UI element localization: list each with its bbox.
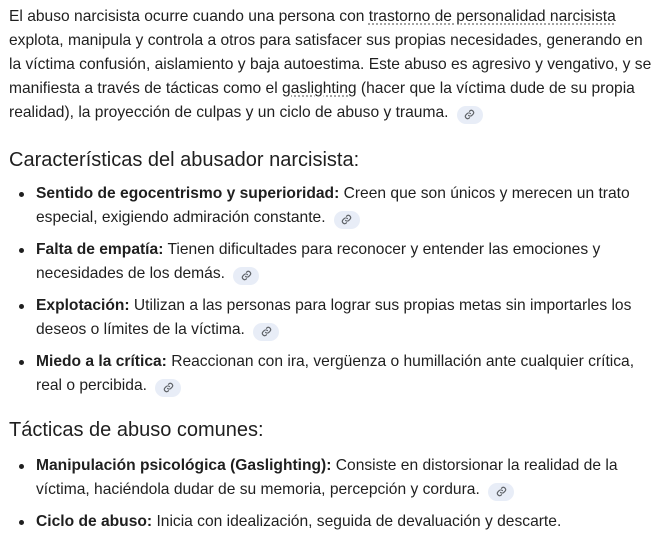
source-link-chip[interactable] [457, 106, 483, 124]
source-link-chip[interactable] [233, 267, 259, 285]
link-icon [496, 486, 507, 497]
item-term: Explotación: [36, 297, 130, 314]
term-link-narcissistic-disorder[interactable]: trastorno de personalidad narcisista [368, 8, 616, 25]
bullet-dot [19, 192, 24, 197]
intro-text-before: El abuso narcisista ocurre cuando una persona con [9, 8, 369, 25]
link-icon [261, 326, 272, 337]
intro-paragraph [9, 0, 652, 125]
source-link-chip[interactable] [253, 323, 279, 341]
item-desc: Inicia con idealización, seguida de devaluación y descarte. [152, 513, 562, 530]
list-item [9, 454, 652, 502]
bullet-dot [19, 304, 24, 309]
section-heading-characteristics: Características del abusador narcisista: [9, 149, 360, 171]
intro-text-middle: explota, manipula y controla a otros para satisfacer sus propias necesidades, generando en la víctima confusión, aislamiento y baja autoestima. Este abuso es agresivo y vengativo, y se manifiesta a través de tácticas como el [9, 32, 652, 97]
characteristics-list [9, 182, 652, 398]
tactics-list [9, 454, 652, 534]
source-link-chip[interactable] [334, 211, 360, 229]
list-item [9, 350, 652, 398]
item-desc: Creen que son únicos y merecen un trato especial, exigiendo admiración constante. [36, 185, 630, 226]
intro-text-after: (hacer que la víctima dude de su propia realidad), la proyección de culpas y un ciclo de abuso y trauma. [9, 80, 635, 121]
bullet-dot [19, 520, 24, 525]
item-desc: Consiste en distorsionar la realidad de la víctima, haciéndola dudar de su memoria, percepción y cordura. [36, 457, 618, 498]
item-term: Sentido de egocentrismo y superioridad: [36, 185, 340, 202]
link-icon [163, 382, 174, 393]
source-link-chip[interactable] [155, 379, 181, 397]
list-item [9, 510, 652, 534]
item-term: Miedo a la crítica: [36, 353, 167, 370]
item-desc: Reaccionan con ira, vergüenza o humillación ante cualquier crítica, real o percibida. [36, 353, 635, 394]
item-term: Ciclo de abuso: [36, 513, 153, 530]
bullet-dot [19, 248, 24, 253]
list-item [9, 294, 652, 342]
bullet-dot [19, 464, 24, 469]
link-icon [464, 109, 475, 120]
bullet-dot [19, 360, 24, 365]
list-item [9, 238, 652, 286]
list-item [9, 182, 652, 230]
link-icon [341, 214, 352, 225]
term-link-gaslighting[interactable]: gaslighting [282, 80, 357, 97]
item-term: Falta de empatía: [36, 241, 164, 258]
item-desc: Tienen dificultades para reconocer y entender las emociones y necesidades de los demás. [36, 241, 601, 282]
section-heading-tactics: Tácticas de abuso comunes: [9, 419, 264, 441]
source-link-chip[interactable] [488, 483, 514, 501]
item-term: Manipulación psicológica (Gaslighting): [36, 457, 332, 474]
item-desc: Utilizan a las personas para lograr sus propias metas sin importarles los deseos o límites de la víctima. [36, 297, 632, 338]
link-icon [241, 270, 252, 281]
